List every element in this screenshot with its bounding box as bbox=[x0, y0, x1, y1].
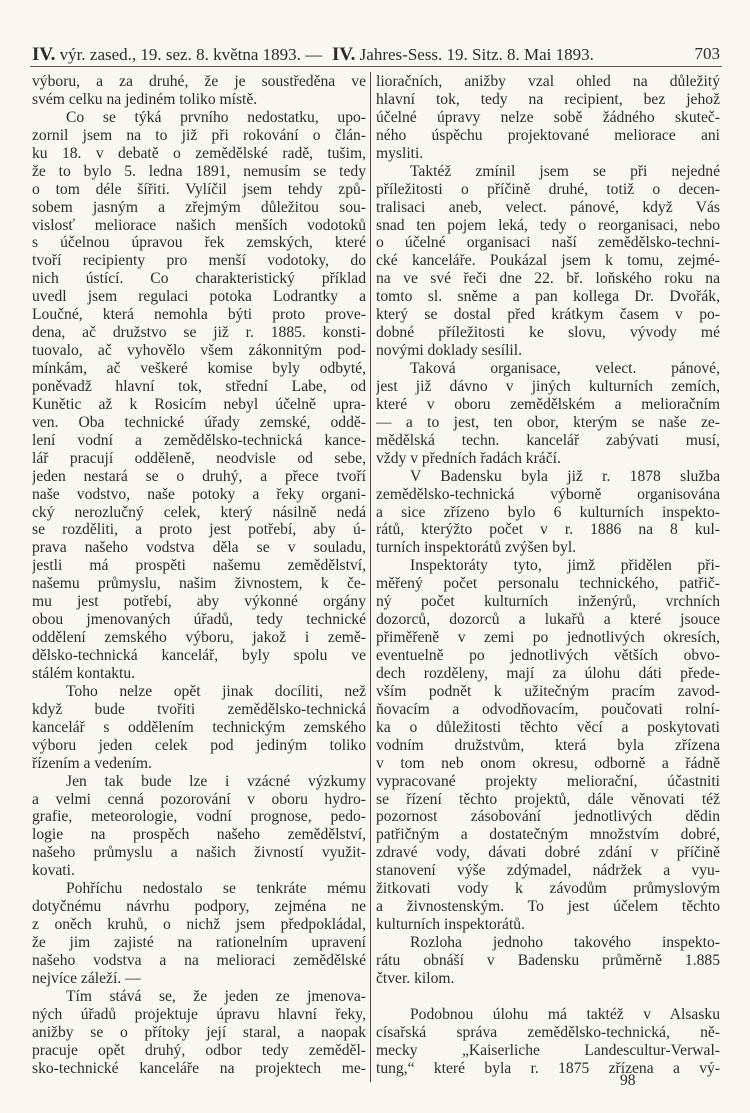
text-line: dech rozděleny, mají za úlohu dáti přede- bbox=[376, 664, 720, 682]
text-line: patřičným a dostatečným množstvím dobré, bbox=[376, 826, 720, 844]
text-line: dena, ač družstvo se již r. 1885. konsti- bbox=[32, 324, 366, 342]
text-line: pozornost zásobování jednotlivých dědin bbox=[376, 808, 720, 826]
text-line: vislosť meliorace našich menších vodotoků bbox=[32, 216, 366, 234]
text-line: tomto sl. sněme a pan kollega Dr. Dvořák, bbox=[376, 288, 720, 306]
text-line: když bude tvořiti zemědělsko-technická bbox=[32, 700, 366, 718]
text-line: mu jest potřebí, aby výkonné orgány bbox=[32, 593, 366, 611]
text-line: ven. Oba technické úřady zemské, oddě- bbox=[32, 413, 366, 431]
text-line: které v oboru zemědělském a melioračním bbox=[376, 395, 720, 413]
paragraph bbox=[376, 557, 720, 934]
paragraph bbox=[32, 880, 366, 988]
text-line: dobné příležitosti ke slovu, vývody mé bbox=[376, 324, 720, 342]
text-line: rátů, kterýžto počet v r. 1886 na 8 kul- bbox=[376, 521, 720, 539]
text-line: mecky „Kaiserliche Landescultur-Verwal- bbox=[376, 1041, 720, 1059]
text-line: že jim zajisté na rationelním upravení bbox=[32, 934, 366, 951]
text-line: našeho vodstva a na melioraci zemědělské bbox=[32, 951, 366, 969]
signature-mark: 98 bbox=[620, 1072, 636, 1089]
text-line: eventuelně po jednotlivých větších obvo- bbox=[376, 647, 720, 664]
text-line: grafie, meteorologie, vodní prognose, pedo- bbox=[32, 808, 366, 826]
text-line: našemu průmyslu, našim živnostem, k če- bbox=[32, 575, 366, 593]
text-line: stálém kontaktu. bbox=[32, 664, 136, 682]
paragraph bbox=[376, 163, 720, 360]
text-line: ku 18. v debatě o zemědělské radě, tušim, bbox=[32, 144, 366, 162]
text-line: vždy v předních řadách kráčí. bbox=[376, 449, 561, 467]
text-line: prava našeho vodstva děla se v souladu, bbox=[32, 539, 366, 557]
text-line: o účelné organisaci naší zemědělsko-techni- bbox=[376, 234, 720, 252]
paragraph bbox=[376, 468, 720, 558]
paragraph bbox=[376, 73, 720, 163]
text-line: se rozděliti, a proto jest potřebí, aby ú- bbox=[32, 521, 366, 539]
paragraph bbox=[32, 988, 366, 1078]
text-line: jestli má prospěti našemu zemědělství, bbox=[32, 557, 366, 575]
text-line: s účelnou úpravou řek zemských, které bbox=[32, 234, 366, 252]
text-line: vším podnět k užitečným pracím zavod- bbox=[376, 682, 720, 700]
text-line: zemědělsko-technická výborně organisována bbox=[376, 485, 720, 503]
text-line: nejvíce záleží. — bbox=[32, 969, 141, 987]
text-line: žitkovati vody k závodům průmyslovým bbox=[376, 880, 720, 898]
text-line: vodním družstvům, která byla zřízena bbox=[376, 736, 720, 754]
text-line: stanovení výše zdýmadel, nádržek a vyu- bbox=[376, 862, 720, 880]
text-line: zdravé vody, dávati dobré zdání v příčině bbox=[376, 844, 720, 862]
text-line: kovati. bbox=[32, 862, 75, 880]
text-line: sobem jasným a zřejmým důležitou sou- bbox=[32, 198, 366, 216]
text-line: který se dostal před krátkym časem v po- bbox=[376, 306, 720, 324]
text-line: tvoří recipienty pro menší vodotoky, do bbox=[32, 252, 366, 270]
text-line: čtver. kilom. bbox=[376, 969, 455, 987]
text-line: obou jmenovaných úřadů, tedy technické bbox=[32, 611, 366, 629]
text-line: o tom déle šířiti. Vylíčil jsem tehdy způ- bbox=[32, 180, 366, 198]
text-line: oddělení zemského výboru, jakož i země- bbox=[32, 629, 366, 647]
text-line: a sice zřízeno bylo 6 kulturních inspekto- bbox=[376, 503, 720, 521]
text-line: hlavní tok, tedy na recipient, bez jehož bbox=[376, 90, 720, 108]
header-rule bbox=[30, 66, 722, 67]
text-line: ného úspěchu projektované meliorace ani bbox=[376, 126, 720, 144]
text-line: cký nerozlučný celek, který násilně nedá bbox=[32, 503, 366, 521]
paragraph bbox=[376, 934, 720, 988]
text-line: Jen tak bude lze i vzácné výzkumy bbox=[66, 772, 366, 790]
text-line: jest již dávno v jiných kulturních zemích, bbox=[376, 377, 720, 395]
paragraph-gap bbox=[376, 988, 720, 1006]
header-czech-text: výr. zased., 19. sez. 8. května 1893. — bbox=[59, 45, 323, 64]
text-line: Taková organisace, velect. pánové, bbox=[410, 360, 720, 377]
paragraph bbox=[32, 683, 366, 773]
right-column bbox=[376, 73, 720, 1078]
text-line: Inspektoráty tyto, jimž přidělen při- bbox=[410, 557, 720, 575]
text-line: účelné úpravy nelze sobě žádného skuteč- bbox=[376, 108, 720, 126]
text-line: poněvadž hlavní tok, střední Labe, od bbox=[32, 377, 366, 395]
text-line: turních inspektorátů zvýšen byl. bbox=[376, 539, 577, 557]
text-line: dotyčnému návrhu podpory, zejména ne bbox=[32, 898, 366, 916]
text-line: a velmi cenná pozorování v oboru hydro- bbox=[32, 790, 366, 808]
text-line: lioračních, anižby vzal ohled na důležitý bbox=[376, 73, 720, 90]
text-line: Tím stává se, že jeden ze jmenova- bbox=[66, 987, 366, 1005]
text-line: z oněch kruhů, o nichž jsem předpokládal, bbox=[32, 916, 366, 934]
text-line: tung,“ které byla r. 1875 zřízena a vý- bbox=[376, 1059, 720, 1077]
text-line: novými doklady sesílil. bbox=[376, 342, 522, 360]
text-line: kancelář s oddělením technickým zemského bbox=[32, 718, 366, 736]
paragraph bbox=[376, 360, 720, 468]
text-line: přiměřeně v zemi po jednotlivých okresích, bbox=[376, 629, 720, 647]
text-line: Co se týká prvního nedostatku, upo- bbox=[66, 108, 366, 126]
text-line: zornil jsem na to již při rokování o člán- bbox=[32, 126, 366, 144]
text-line: svém celku na jediném toliko místě. bbox=[32, 90, 258, 108]
header-german bbox=[332, 44, 594, 66]
text-line: naše vodstvo, naše potoky a řeky organi- bbox=[32, 485, 366, 503]
text-line: pracuje opět druhý, odbor tedy zeměděl- bbox=[32, 1041, 366, 1059]
text-line: ňovacím a odvodňovacím, poučovati rolní- bbox=[376, 700, 720, 718]
text-line: Loučné, která nemohla býti proto prove- bbox=[32, 306, 366, 324]
text-line: V Badensku byla již r. 1878 služba bbox=[410, 467, 720, 485]
text-line: řízením a vedením. bbox=[32, 754, 152, 772]
text-line: mínkám, ač veškeré komise byly odbyté, bbox=[32, 360, 366, 377]
text-line: Podobnou úlohu má taktéž v Alsasku bbox=[410, 1005, 720, 1023]
running-header bbox=[32, 44, 720, 66]
text-line: příležitosti o příčině druhé, totiž o decen- bbox=[376, 180, 720, 198]
header-german-text: Jahres-Sess. 19. Sitz. 8. Mai 1893. bbox=[359, 45, 594, 64]
text-line: výboru, a za druhé, že je soustředěna ve bbox=[32, 73, 366, 90]
text-line: anižby se o přítoky její staral, a naopak bbox=[32, 1023, 366, 1041]
text-line: lář pracují odděleně, neodvisle od sebe, bbox=[32, 449, 366, 467]
paragraph bbox=[32, 109, 366, 683]
text-line: Kunětic až k Rosicím nebyl účelně upra- bbox=[32, 395, 366, 413]
text-line: sko-technické kanceláře na projektech me- bbox=[32, 1059, 366, 1077]
header-czech bbox=[32, 44, 322, 66]
text-line: tuovalo, ač vyhovělo všem zákonnitým pod- bbox=[32, 342, 366, 360]
text-line: uvedl jsem regulaci potoka Lodrantky a bbox=[32, 288, 366, 306]
text-line: dozorců, dozorců a lukařů a které jsouce bbox=[376, 611, 720, 629]
text-line: na ve své řeči dne 22. bř. loňského roku na bbox=[376, 270, 720, 288]
text-line: výboru jeden celek pod jediným toliko bbox=[32, 736, 366, 754]
text-line: snad ten pojem leká, tedy o reorganisaci, nebo bbox=[376, 216, 720, 234]
paragraph bbox=[376, 1006, 720, 1078]
paragraph bbox=[32, 773, 366, 881]
paragraph bbox=[32, 73, 366, 109]
text-line: že to bylo 5. ledna 1891, nemusím se tedy bbox=[32, 162, 366, 180]
text-line: našeho průmyslu a našich živností využit- bbox=[32, 844, 366, 862]
text-line: a živnostenským. To jest účelem těchto bbox=[376, 898, 720, 916]
text-line: jeden nestará se o druhý, a přece tvoří bbox=[32, 467, 366, 485]
column-divider bbox=[370, 72, 371, 1082]
header-session-roman-de: IV. bbox=[332, 44, 356, 65]
text-line: Toho nelze opět jinak docíliti, než bbox=[66, 682, 366, 700]
text-line: se řízení těchto projektů, dále věnovati též bbox=[376, 790, 720, 808]
text-line: kulturních inspektorátů. bbox=[376, 916, 525, 934]
page-number: 703 bbox=[694, 44, 720, 63]
text-line: měřený počet personalu technického, patřič- bbox=[376, 575, 720, 593]
text-line: logie na prospěch našeho zemědělství, bbox=[32, 826, 366, 844]
text-line: lení vodní a zemědělsko-technická kance- bbox=[32, 431, 366, 449]
text-line: rátu obnáší v Badensku průměrně 1.885 bbox=[376, 951, 720, 969]
text-line: — a to jest, ten obor, kterým se naše ze- bbox=[376, 413, 720, 431]
text-line: Pohříchu nedostalo se tenkráte mému bbox=[66, 880, 366, 898]
text-line: cké kanceláře. Poukázal jsem k tomu, zejmé- bbox=[376, 252, 720, 270]
text-line: Rozloha jednoho takového inspekto- bbox=[410, 934, 720, 951]
text-line: tralisaci aneb, velect. pánové, když Vás bbox=[376, 198, 720, 216]
header-session-roman: IV. bbox=[32, 44, 56, 65]
text-line: dělsko-technická kancelář, byly spolu ve bbox=[32, 647, 366, 664]
text-line: Taktéž zmínil jsem se při nejedné bbox=[410, 162, 720, 180]
text-line: ka o důležitosti těchto věcí a poskytovati bbox=[376, 718, 720, 736]
text-line: ný počet kulturních inženýrů, vrchních bbox=[376, 593, 720, 611]
text-line: vypracované projekty meliorační, účastniti bbox=[376, 772, 720, 790]
text-line: ných úřadů projektuje úpravu hlavní řeky, bbox=[32, 1005, 366, 1023]
left-column bbox=[32, 73, 366, 1078]
text-line: nich ústící. Co charakteristický příklad bbox=[32, 270, 366, 288]
text-line: mědělská techn. kancelář zabývati musí, bbox=[376, 431, 720, 449]
text-line: v tom neb onom okresu, odborně a řádně bbox=[376, 754, 720, 772]
text-line: císařská správa zemědělsko-technická, ně- bbox=[376, 1023, 720, 1041]
text-line: mysliti. bbox=[376, 144, 424, 162]
